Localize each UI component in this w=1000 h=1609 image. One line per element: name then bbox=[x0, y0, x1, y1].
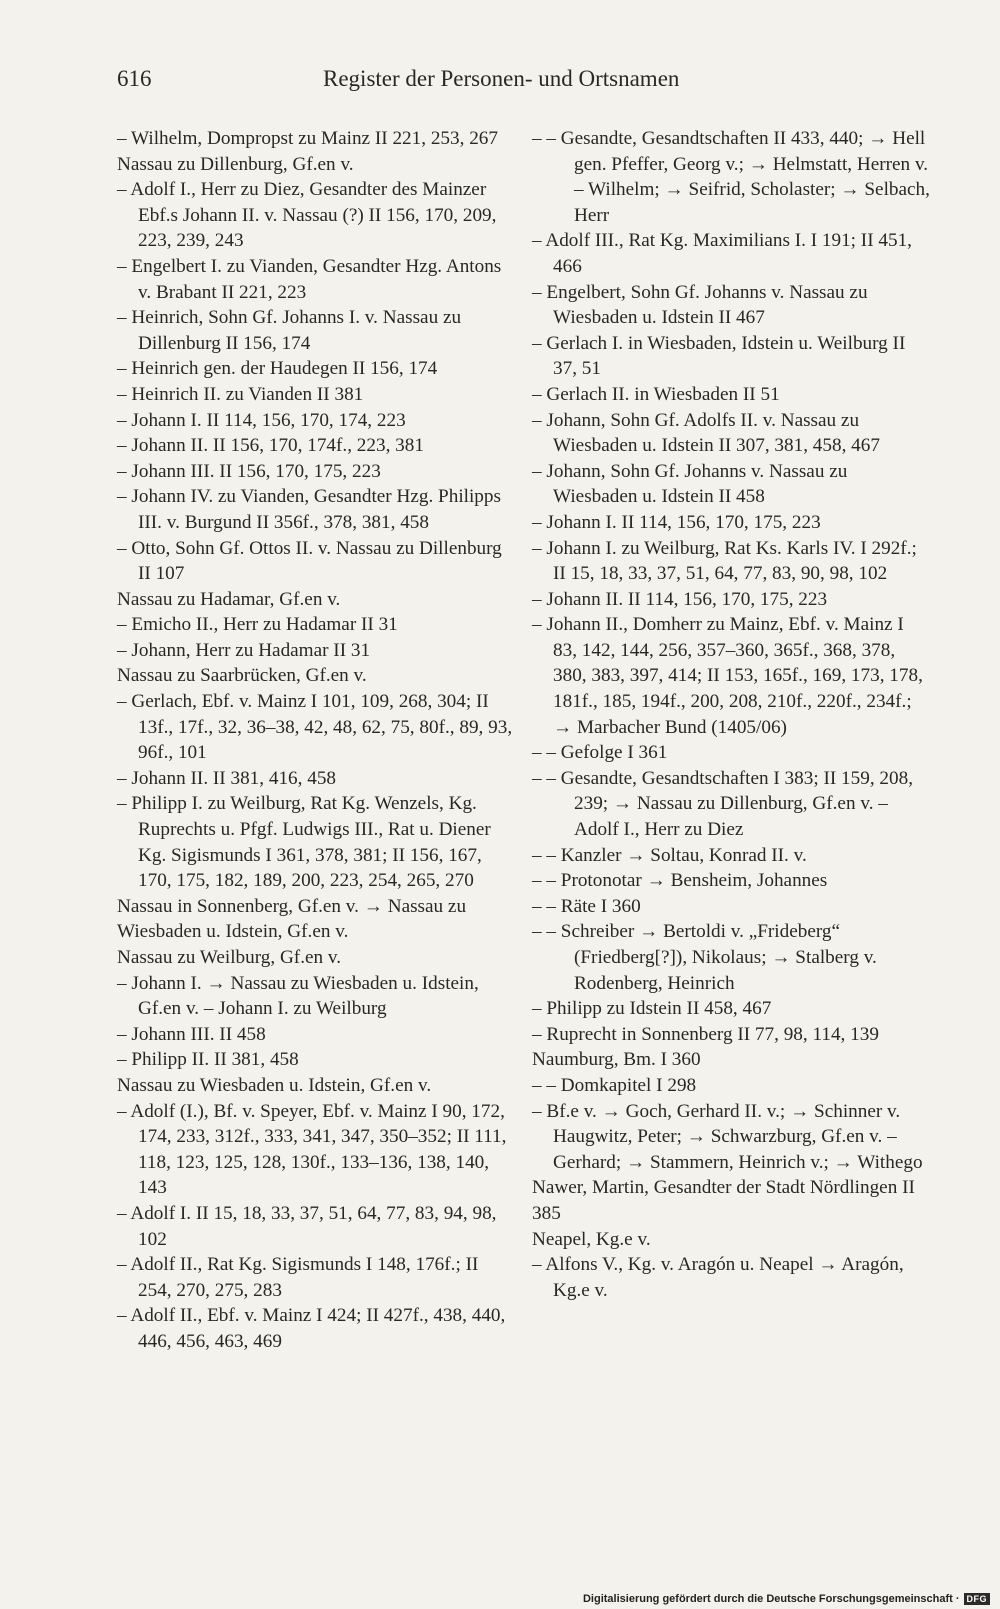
index-subentry: – Engelbert, Sohn Gf. Johanns v. Nassau zu Wiesbaden u. Idstein II 467 bbox=[532, 281, 868, 329]
digitization-footer bbox=[583, 1593, 990, 1605]
index-subentry: – – Schreiber → Bertoldi v. „Frideberg“ (Friedberg[?]), Nikolaus; → Stalberg v. Rodenberg, Heinrich bbox=[532, 921, 877, 994]
index-subentry: – Alfons V., Kg. v. Aragón u. Neapel → Aragón, Kg.e v. bbox=[532, 1254, 904, 1301]
index-subentry: – Adolf II., Rat Kg. Sigismunds I 148, 176f.; II 254, 270, 275, 283 bbox=[117, 1254, 479, 1301]
index-headword: Nassau zu Dillenburg, Gf.en v. bbox=[117, 153, 354, 175]
index-subentry: – Heinrich II. zu Vianden II 381 bbox=[117, 383, 364, 405]
index-subentry: – – Domkapitel I 298 bbox=[532, 1074, 697, 1096]
index-subentry: – Johann, Sohn Gf. Johanns v. Nassau zu Wiesbaden u. Idstein II 458 bbox=[532, 460, 848, 508]
index-headword: Nassau in Sonnenberg, Gf.en v. → Nassau zu Wiesbaden u. Idstein, Gf.en v. bbox=[117, 895, 467, 943]
index-subentry: – Johann II. II 156, 170, 174f., 223, 381 bbox=[117, 435, 424, 457]
index-subentry: – Gerlach, Ebf. v. Mainz I 101, 109, 268, 304; II 13f., 17f., 32, 36–38, 42, 48, 62, 75, 80f., 89, 93, 96f., 101 bbox=[117, 691, 513, 764]
index-subentry: – Johann IV. zu Vianden, Gesandter Hzg. Philipps III. v. Burgund II 356f., 378, 381, 458 bbox=[117, 486, 501, 533]
index-subentry: – – Protonotar → Bensheim, Johannes bbox=[532, 870, 828, 892]
index-subentry: – Engelbert I. zu Vianden, Gesandter Hzg. Antons v. Brabant II 221, 223 bbox=[117, 255, 502, 303]
index-subentry: – Johann I. zu Weilburg, Rat Ks. Karls IV. I 292f.; II 15, 18, 33, 37, 51, 64, 77, 83, 90, 98, 102 bbox=[532, 537, 917, 585]
index-subentry: – – Räte I 360 bbox=[532, 895, 641, 917]
index-headword: Nassau zu Weilburg, Gf.en v. bbox=[117, 947, 342, 968]
dfg-logo: DFG bbox=[964, 1593, 991, 1605]
index-subentry: – Emicho II., Herr zu Hadamar II 31 bbox=[117, 614, 398, 636]
index-subentry: – Ruprecht in Sonnenberg II 77, 98, 114, 139 bbox=[532, 1023, 879, 1045]
index-subentry: – Gerlach I. in Wiesbaden, Idstein u. Weilburg II 37, 51 bbox=[532, 332, 906, 380]
index-headword: Nassau zu Hadamar, Gf.en v. bbox=[117, 588, 341, 610]
index-subentry: – Heinrich gen. der Haudegen II 156, 174 bbox=[117, 358, 438, 380]
index-subentry: – Johann II. II 114, 156, 170, 175, 223 bbox=[532, 588, 828, 610]
index-subentry: – Heinrich, Sohn Gf. Johanns I. v. Nassau zu Dillenburg II 156, 174 bbox=[117, 307, 462, 354]
index-subentry: – Johann III. II 458 bbox=[117, 1023, 266, 1045]
index-subentry: – Wilhelm, Dompropst zu Mainz II 221, 253, 267 bbox=[117, 128, 498, 149]
index-subentry: – Johann, Herr zu Hadamar II 31 bbox=[117, 639, 371, 661]
index-headword: Nassau zu Wiesbaden u. Idstein, Gf.en v. bbox=[117, 1074, 432, 1096]
index-subentry: – Johann I. → Nassau zu Wiesbaden u. Idstein, Gf.en v. – Johann I. zu Weilburg bbox=[117, 972, 479, 1020]
index-subentry: – Philipp I. zu Weilburg, Rat Kg. Wenzels, Kg. Ruprechts u. Pfgf. Ludwigs III., Rat u. Diener Kg. Sigismunds I 361, 378, 381; II 156, 167, 170, 175, 182, 189, 200, 223, 254, 265, 270 bbox=[117, 793, 491, 892]
index-subentry: – Adolf (I.), Bf. v. Speyer, Ebf. v. Mainz I 90, 172, 174, 233, 312f., 333, 341, 347, 350–352; II 111, 118, 123, 125, 128, 130f., 133–136, 138, 140, 143 bbox=[117, 1100, 507, 1199]
index-subentry: – Johann I. II 114, 156, 170, 175, 223 bbox=[532, 511, 821, 533]
page-number: 616 bbox=[117, 66, 152, 91]
right-column bbox=[532, 126, 932, 1303]
index-headword: Nassau zu Saarbrücken, Gf.en v. bbox=[117, 665, 367, 687]
footer-credit: Digitalisierung gefördert durch die Deutsche Forschungsgemeinschaft · bbox=[582, 1593, 960, 1605]
index-headword: Neapel, Kg.e v. bbox=[532, 1228, 651, 1250]
index-subentry: – Otto, Sohn Gf. Ottos II. v. Nassau zu Dillenburg II 107 bbox=[117, 537, 502, 585]
index-subentry: – Johann II. II 381, 416, 458 bbox=[117, 767, 337, 789]
left-column bbox=[117, 126, 513, 1355]
index-headword: Naumburg, Bm. I 360 bbox=[532, 1049, 701, 1071]
index-subentry: – Johann, Sohn Gf. Adolfs II. v. Nassau zu Wiesbaden u. Idstein II 307, 381, 458, 467 bbox=[532, 409, 880, 457]
index-subentry: – – Gesandte, Gesandtschaften I 383; II 159, 208, 239; → Nassau zu Dillenburg, Gf.en v. – Adolf I., Herr zu Diez bbox=[532, 767, 913, 841]
index-subentry: – Adolf I. II 15, 18, 33, 37, 51, 64, 77, 83, 94, 98, 102 bbox=[117, 1202, 497, 1250]
index-subentry: – – Gesandte, Gesandtschaften II 433, 440; → Hell gen. Pfeffer, Georg v.; → Helmstatt, Herren v. – Wilhelm; → Seifrid, Scholaster; → Selbach, Herr bbox=[532, 128, 930, 226]
index-subentry: – Adolf III., Rat Kg. Maximilians I. I 191; II 451, 466 bbox=[532, 230, 912, 277]
index-subentry: – Johann III. II 156, 170, 175, 223 bbox=[117, 460, 381, 482]
index-subentry: – Bf.e v. → Goch, Gerhard II. v.; → Schinner v. Haugwitz, Peter; → Schwarzburg, Gf.en v. – Gerhard; → Stammern, Heinrich v.; → Withego bbox=[532, 1100, 923, 1173]
index-headword: Nawer, Martin, Gesandter der Stadt Nördlingen II 385 bbox=[532, 1177, 915, 1224]
index-subentry: – – Gefolge I 361 bbox=[532, 742, 668, 764]
index-subentry: – Gerlach II. in Wiesbaden II 51 bbox=[532, 383, 780, 405]
index-subentry: – Philipp zu Idstein II 458, 467 bbox=[532, 998, 772, 1020]
index-subentry: – Adolf I., Herr zu Diez, Gesandter des Mainzer Ebf.s Johann II. v. Nassau (?) II 156, 170, 209, 223, 239, 243 bbox=[117, 179, 497, 252]
index-subentry: – Johann II., Domherr zu Mainz, Ebf. v. Mainz I 83, 142, 144, 256, 357–360, 365f., 368, 378, 380, 383, 397, 414; II 153, 165f., 169, 173, 178, 181f., 185, 194f., 200, 208, 210f., 220f., 234f.; → Marbacher Bund (1405/06) bbox=[532, 614, 923, 738]
running-head: Register der Personen- und Ortsnamen bbox=[323, 66, 680, 91]
index-subentry: – Johann I. II 114, 156, 170, 174, 223 bbox=[117, 409, 406, 431]
index-subentry: – – Kanzler → Soltau, Konrad II. v. bbox=[532, 844, 807, 866]
index-subentry: – Adolf II., Ebf. v. Mainz I 424; II 427f., 438, 440, 446, 456, 463, 469 bbox=[117, 1305, 506, 1352]
index-subentry: – Philipp II. II 381, 458 bbox=[117, 1049, 299, 1071]
